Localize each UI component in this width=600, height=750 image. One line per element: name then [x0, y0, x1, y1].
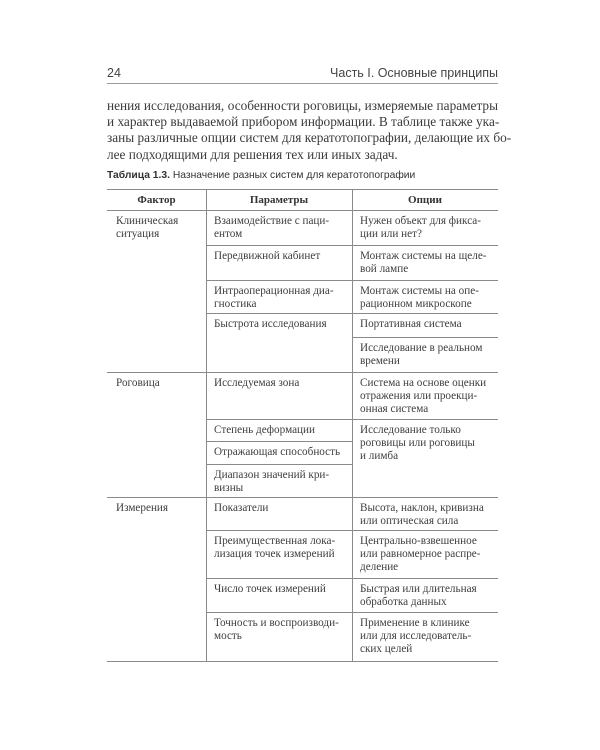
cell-line: Передвижной кабинет — [214, 250, 321, 262]
cell-line: Монтаж системы на опе- — [360, 285, 479, 297]
cell-line: Диапазон значений кри- — [214, 469, 330, 481]
cell-line: Роговица — [116, 377, 160, 389]
table-bottom-rule — [107, 661, 498, 662]
cell-line: или оптическая сила — [360, 515, 459, 528]
row-rule — [206, 464, 352, 465]
parameter-cell — [214, 535, 335, 561]
parameter-cell — [214, 250, 320, 263]
cell-line: Степень деформации — [214, 424, 315, 436]
cell-line: Портативная система — [360, 318, 462, 330]
cell-line: Быстрая или длительная — [360, 583, 477, 595]
cell-line: рационном микроскопе — [360, 298, 472, 311]
option-cell — [360, 285, 479, 311]
cell-line: Преимущественная лока- — [214, 535, 336, 547]
option-cell — [360, 535, 480, 575]
option-cell — [360, 377, 486, 417]
table-caption-label: Таблица 1.3. — [107, 170, 170, 181]
parameter-cell — [214, 502, 268, 515]
option-cell — [360, 424, 475, 464]
body-line: нения исследования, особенности роговицы, измеряемые параметры — [107, 98, 498, 113]
cell-line: Измерения — [116, 502, 169, 514]
cell-line: Монтаж системы на щеле- — [360, 250, 487, 262]
group-rule — [107, 497, 498, 498]
parameter-cell — [214, 285, 334, 311]
cell-line: и лимба — [360, 450, 399, 463]
option-cell — [360, 318, 462, 331]
cell-line: мость — [214, 630, 242, 643]
running-head — [107, 66, 498, 82]
cell-line: Быстрота исследования — [214, 318, 327, 330]
cell-line: Применение в клинике — [360, 617, 470, 629]
cell-line: или равномерное распре- — [360, 548, 481, 561]
column-rule — [206, 189, 207, 661]
cell-line: Система на основе оценки — [360, 377, 487, 389]
keratotopography-table — [107, 189, 498, 661]
parameter-cell — [214, 583, 326, 596]
cell-line: вой лампе — [360, 263, 409, 276]
cell-line: Точность и воспроизводи- — [214, 617, 339, 629]
cell-line: Показатели — [214, 502, 269, 514]
body-paragraph — [107, 98, 512, 163]
parameter-cell — [214, 424, 315, 437]
parameter-cell — [214, 215, 329, 241]
cell-line: лизация точек измерений — [214, 548, 335, 561]
option-cell — [360, 250, 487, 276]
factor-cell — [116, 215, 178, 241]
cell-line: ситуация — [116, 228, 160, 241]
column-rule — [352, 189, 353, 661]
cell-line: Взаимодействие с паци- — [214, 215, 330, 227]
parameter-cell — [214, 446, 340, 459]
cell-line: ентом — [214, 228, 243, 241]
cell-line: Интраоперационная диа- — [214, 285, 334, 297]
cell-line: гностика — [214, 298, 257, 311]
cell-line: обработка данных — [360, 596, 447, 609]
cell-line: Клиническая — [116, 215, 179, 227]
option-cell — [360, 502, 484, 528]
table-top-rule — [107, 189, 498, 190]
body-line: заны различные опции систем для кератотопографии, делающие их бо- — [107, 130, 512, 146]
cell-line: времени — [360, 355, 400, 368]
table-caption — [107, 170, 415, 181]
cell-line: Центрально-взвешенное — [360, 535, 477, 547]
parameter-cell — [214, 318, 327, 331]
cell-line: ских целей — [360, 643, 413, 656]
option-cell — [360, 215, 481, 241]
header-bottom-rule — [107, 210, 498, 211]
cell-line: Число точек измерений — [214, 583, 326, 595]
group-rule — [107, 372, 498, 373]
cell-line: Отражающая способность — [214, 446, 341, 458]
body-line: и характер выдаваемой прибором информации. В таблице также ука- — [107, 114, 500, 130]
cell-line: Исследуемая зона — [214, 377, 300, 389]
cell-line: Высота, наклон, кривизна — [360, 502, 484, 514]
column-header-parameters: Параметры — [249, 194, 309, 206]
factor-cell — [116, 377, 160, 390]
page-number: 24 — [107, 66, 121, 80]
parameter-cell — [214, 469, 329, 495]
parameter-cell — [214, 377, 299, 390]
cell-line: роговицы или роговицы — [360, 437, 475, 450]
option-cell — [360, 617, 471, 657]
option-cell — [360, 342, 483, 368]
cell-line: визны — [214, 482, 244, 495]
running-title: Часть I. Основные принципы — [330, 66, 498, 80]
cell-line: Исследование в реальном — [360, 342, 483, 354]
cell-line: онная система — [360, 403, 429, 416]
body-line: лее подходящими для решения тех или иных задач. — [107, 146, 398, 162]
cell-line: деление — [360, 561, 399, 574]
factor-cell — [116, 502, 168, 515]
cell-line: Нужен объект для фикса- — [360, 215, 481, 227]
row-rule — [352, 337, 498, 338]
option-cell — [360, 583, 477, 609]
column-header-options: Опции — [408, 194, 442, 206]
header-rule — [107, 83, 498, 84]
column-header-factor: Фактор — [137, 194, 176, 206]
table-caption-text: Назначение разных систем для кератотопографии — [169, 170, 416, 181]
parameter-cell — [214, 617, 339, 643]
cell-line: или для исследователь- — [360, 630, 472, 643]
row-rule — [206, 441, 352, 442]
cell-line: отражения или проекци- — [360, 390, 478, 403]
cell-line: ции или нет? — [360, 228, 422, 241]
cell-line: Исследование только — [360, 424, 461, 436]
